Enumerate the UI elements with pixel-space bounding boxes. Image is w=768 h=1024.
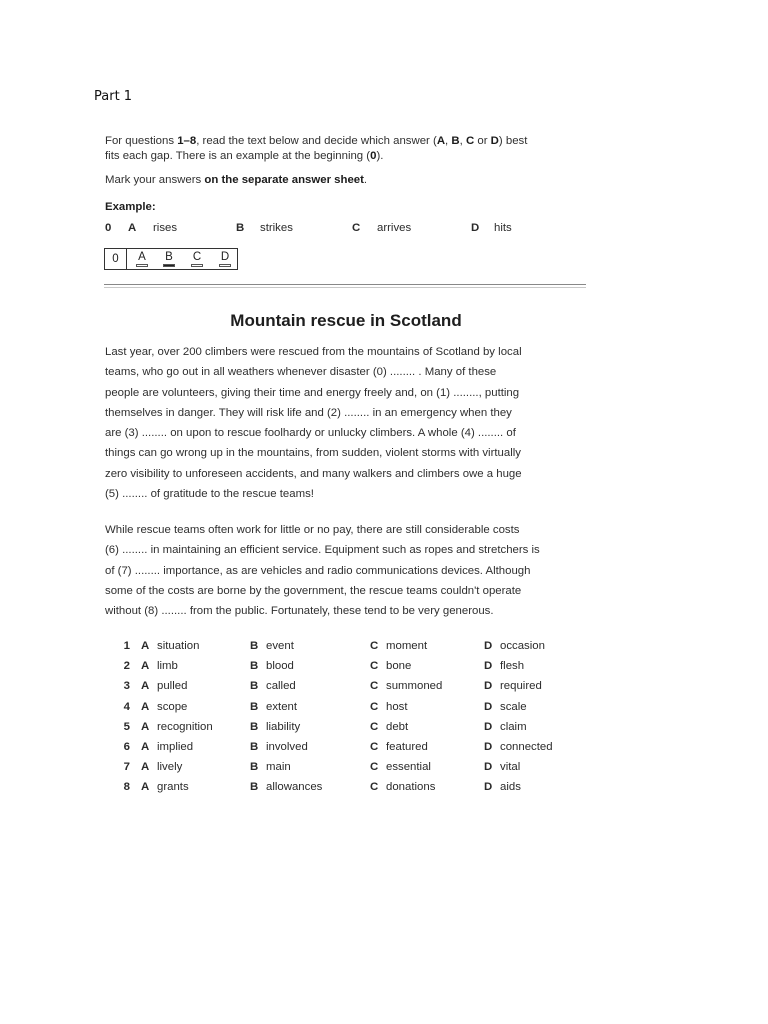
option-letter: B xyxy=(250,680,259,693)
divider xyxy=(104,287,586,288)
paragraph-line: (6) ........ in maintaining an efficient service. Equipment such as ropes and stretchers is xyxy=(105,544,540,557)
answer-box-letter: C xyxy=(192,251,202,263)
option-letter: C xyxy=(370,640,379,652)
option-c: moment xyxy=(386,640,428,652)
answer-box-option-a xyxy=(135,251,149,267)
option-letter: B xyxy=(250,781,259,794)
example-options-row xyxy=(0,222,768,238)
option-letter: D xyxy=(484,761,493,774)
question-number: 4 xyxy=(123,700,130,713)
question-number: 3 xyxy=(123,680,130,693)
example-letter-b: B xyxy=(236,222,245,234)
paragraph-line: themselves in danger. They will risk life and (2) ........ in an emergency when they xyxy=(105,406,512,419)
answer-box-option-c xyxy=(190,251,204,267)
example-letter-c: C xyxy=(352,222,361,234)
option-letter: B xyxy=(250,761,259,774)
answer-mark-filled xyxy=(163,264,175,267)
article-paragraph-2 xyxy=(105,520,589,621)
option-letter: D xyxy=(484,660,493,673)
paragraph-line: While rescue teams often work for little or no pay, there are still considerable costs xyxy=(105,524,520,536)
instructions-text: . xyxy=(363,174,368,186)
option-letter: B xyxy=(250,740,259,753)
instructions xyxy=(105,134,585,188)
paragraph-line: things can go wrong up in the mountains, from sudden, violent storms with virtually xyxy=(105,447,521,460)
option-a: implied xyxy=(157,740,194,753)
option-letter: C xyxy=(370,720,379,733)
question-row xyxy=(0,761,768,781)
option-c: featured xyxy=(386,740,428,753)
option-c: essential xyxy=(386,761,431,774)
option-a: pulled xyxy=(157,680,188,693)
option-a: situation xyxy=(157,640,200,652)
answer-box-option-d xyxy=(218,251,232,267)
paragraph-line: (5) ........ of gratitude to the rescue teams! xyxy=(105,488,314,501)
option-letter: C xyxy=(370,740,379,753)
option-d: vital xyxy=(500,761,521,774)
example-label: Example: xyxy=(105,201,156,213)
option-c: bone xyxy=(386,660,412,673)
option-a: recognition xyxy=(157,720,213,733)
paragraph-line: people are volunteers, giving their time and energy freely and, on (1) ........, putting xyxy=(105,386,520,399)
option-letter: C xyxy=(370,660,379,673)
paragraph-line: Last year, over 200 climbers were rescued from the mountains of Scotland by local xyxy=(105,346,522,358)
question-row xyxy=(0,701,768,721)
option-d: aids xyxy=(500,781,521,794)
question-row xyxy=(0,721,768,741)
option-letter: C xyxy=(370,781,379,794)
example-word-d: hits xyxy=(494,222,512,234)
option-letter-c: C xyxy=(465,135,475,147)
instructions-line-2 xyxy=(105,149,585,164)
answer-box-letter: A xyxy=(138,251,146,263)
part-label: Part 1 xyxy=(94,89,133,104)
option-b: extent xyxy=(266,700,298,713)
answer-box-letter: D xyxy=(220,251,230,263)
option-letter: C xyxy=(370,680,379,693)
instructions-line-1 xyxy=(105,134,585,149)
option-letter: A xyxy=(141,680,150,693)
option-letter-b: B xyxy=(451,135,460,147)
instructions-text: Mark your answers xyxy=(105,174,205,186)
question-number: 8 xyxy=(123,781,130,794)
option-letter: C xyxy=(370,700,379,713)
option-letter: D xyxy=(484,700,493,713)
separator: , xyxy=(459,135,466,147)
paragraph-line: without (8) ........ from the public. Fortunately, these tend to be very generous. xyxy=(105,605,494,618)
option-letter: A xyxy=(141,700,150,713)
option-letter: D xyxy=(484,680,493,693)
answer-box-number: 0 xyxy=(105,249,127,269)
option-d: required xyxy=(500,680,542,693)
question-number: 7 xyxy=(123,761,130,774)
answer-sheet-emphasis: on the separate answer sheet xyxy=(204,174,364,186)
option-c: host xyxy=(386,700,408,713)
paragraph-line: are (3) ........ on upon to rescue foolhardy or unlucky climbers. A whole (4) ........ of xyxy=(105,427,516,440)
option-d: flesh xyxy=(500,660,525,673)
option-letter-a: A xyxy=(436,135,446,147)
option-a: scope xyxy=(157,700,188,713)
option-letter: A xyxy=(141,640,150,652)
option-letter: B xyxy=(250,720,259,733)
separator: or xyxy=(474,135,491,147)
question-row xyxy=(0,781,768,801)
option-letter: B xyxy=(250,700,259,713)
option-b: involved xyxy=(266,740,308,753)
option-c: donations xyxy=(386,781,436,794)
question-number: 5 xyxy=(123,720,130,733)
question-range: 1–8 xyxy=(177,135,197,147)
option-d: claim xyxy=(500,720,527,733)
example-word-b: strikes xyxy=(260,222,293,234)
question-number: 1 xyxy=(123,640,130,652)
instructions-text: ). xyxy=(376,150,384,162)
option-a: limb xyxy=(157,660,178,673)
option-letter: A xyxy=(141,660,150,673)
separator: , xyxy=(445,135,452,147)
option-d: scale xyxy=(500,700,527,713)
divider xyxy=(104,284,586,285)
option-letter: D xyxy=(484,740,493,753)
instructions-text: For questions xyxy=(105,135,178,147)
option-letter: D xyxy=(484,781,493,794)
option-letter-d: D xyxy=(490,135,499,147)
option-letter: A xyxy=(141,781,150,794)
option-b: allowances xyxy=(266,781,323,794)
question-row xyxy=(0,741,768,761)
paragraph-line: zero visibility to unforeseen accidents, and many walkers and climbers owe a huge xyxy=(105,467,522,480)
option-a: lively xyxy=(157,761,183,774)
example-letter-d: D xyxy=(471,222,480,234)
question-options xyxy=(0,640,768,802)
option-c: summoned xyxy=(386,680,443,693)
option-letter: C xyxy=(370,761,379,774)
option-letter: B xyxy=(250,660,259,673)
answer-mark xyxy=(191,264,203,267)
instructions-text: fits each gap. There is an example at the beginning ( xyxy=(105,150,371,162)
option-d: connected xyxy=(500,740,553,753)
mark-answers-line xyxy=(105,173,585,188)
option-c: debt xyxy=(386,720,409,733)
question-row xyxy=(0,680,768,700)
option-b: event xyxy=(266,640,294,652)
paragraph-line: of (7) ........ importance, as are vehicles and radio communications devices. Although xyxy=(105,564,531,577)
option-a: grants xyxy=(157,781,189,794)
option-b: liability xyxy=(266,720,301,733)
option-letter: B xyxy=(250,640,259,652)
option-d: occasion xyxy=(500,640,545,652)
paragraph-line: some of the costs are borne by the government, the rescue teams couldn't operate xyxy=(105,584,522,597)
instructions-text: ) best xyxy=(498,135,528,147)
example-number: 0 xyxy=(370,150,377,162)
option-letter: D xyxy=(484,720,493,733)
answer-box-option-b xyxy=(162,251,176,267)
answer-mark xyxy=(136,264,148,267)
answer-box-letter: B xyxy=(165,251,173,263)
option-b: blood xyxy=(266,660,294,673)
example-answer-box xyxy=(104,248,238,270)
option-letter: A xyxy=(141,720,150,733)
instructions-text: , read the text below and decide which answer ( xyxy=(196,135,437,147)
example-word-c: arrives xyxy=(377,222,412,234)
question-row xyxy=(0,640,768,660)
example-number: 0 xyxy=(105,222,112,234)
question-number: 6 xyxy=(123,740,130,753)
article-title: Mountain rescue in Scotland xyxy=(230,311,462,330)
question-row xyxy=(0,660,768,680)
question-number: 2 xyxy=(123,660,130,673)
answer-mark xyxy=(219,264,231,267)
article-paragraph-1 xyxy=(105,342,589,504)
option-letter: A xyxy=(141,740,150,753)
option-b: main xyxy=(266,761,291,774)
option-letter: D xyxy=(484,640,493,652)
option-b: called xyxy=(266,680,296,693)
example-letter-a: A xyxy=(128,222,137,234)
paragraph-line: teams, who go out in all weathers whenever disaster (0) ........ . Many of these xyxy=(105,366,497,379)
example-word-a: rises xyxy=(153,222,178,234)
option-letter: A xyxy=(141,761,150,774)
